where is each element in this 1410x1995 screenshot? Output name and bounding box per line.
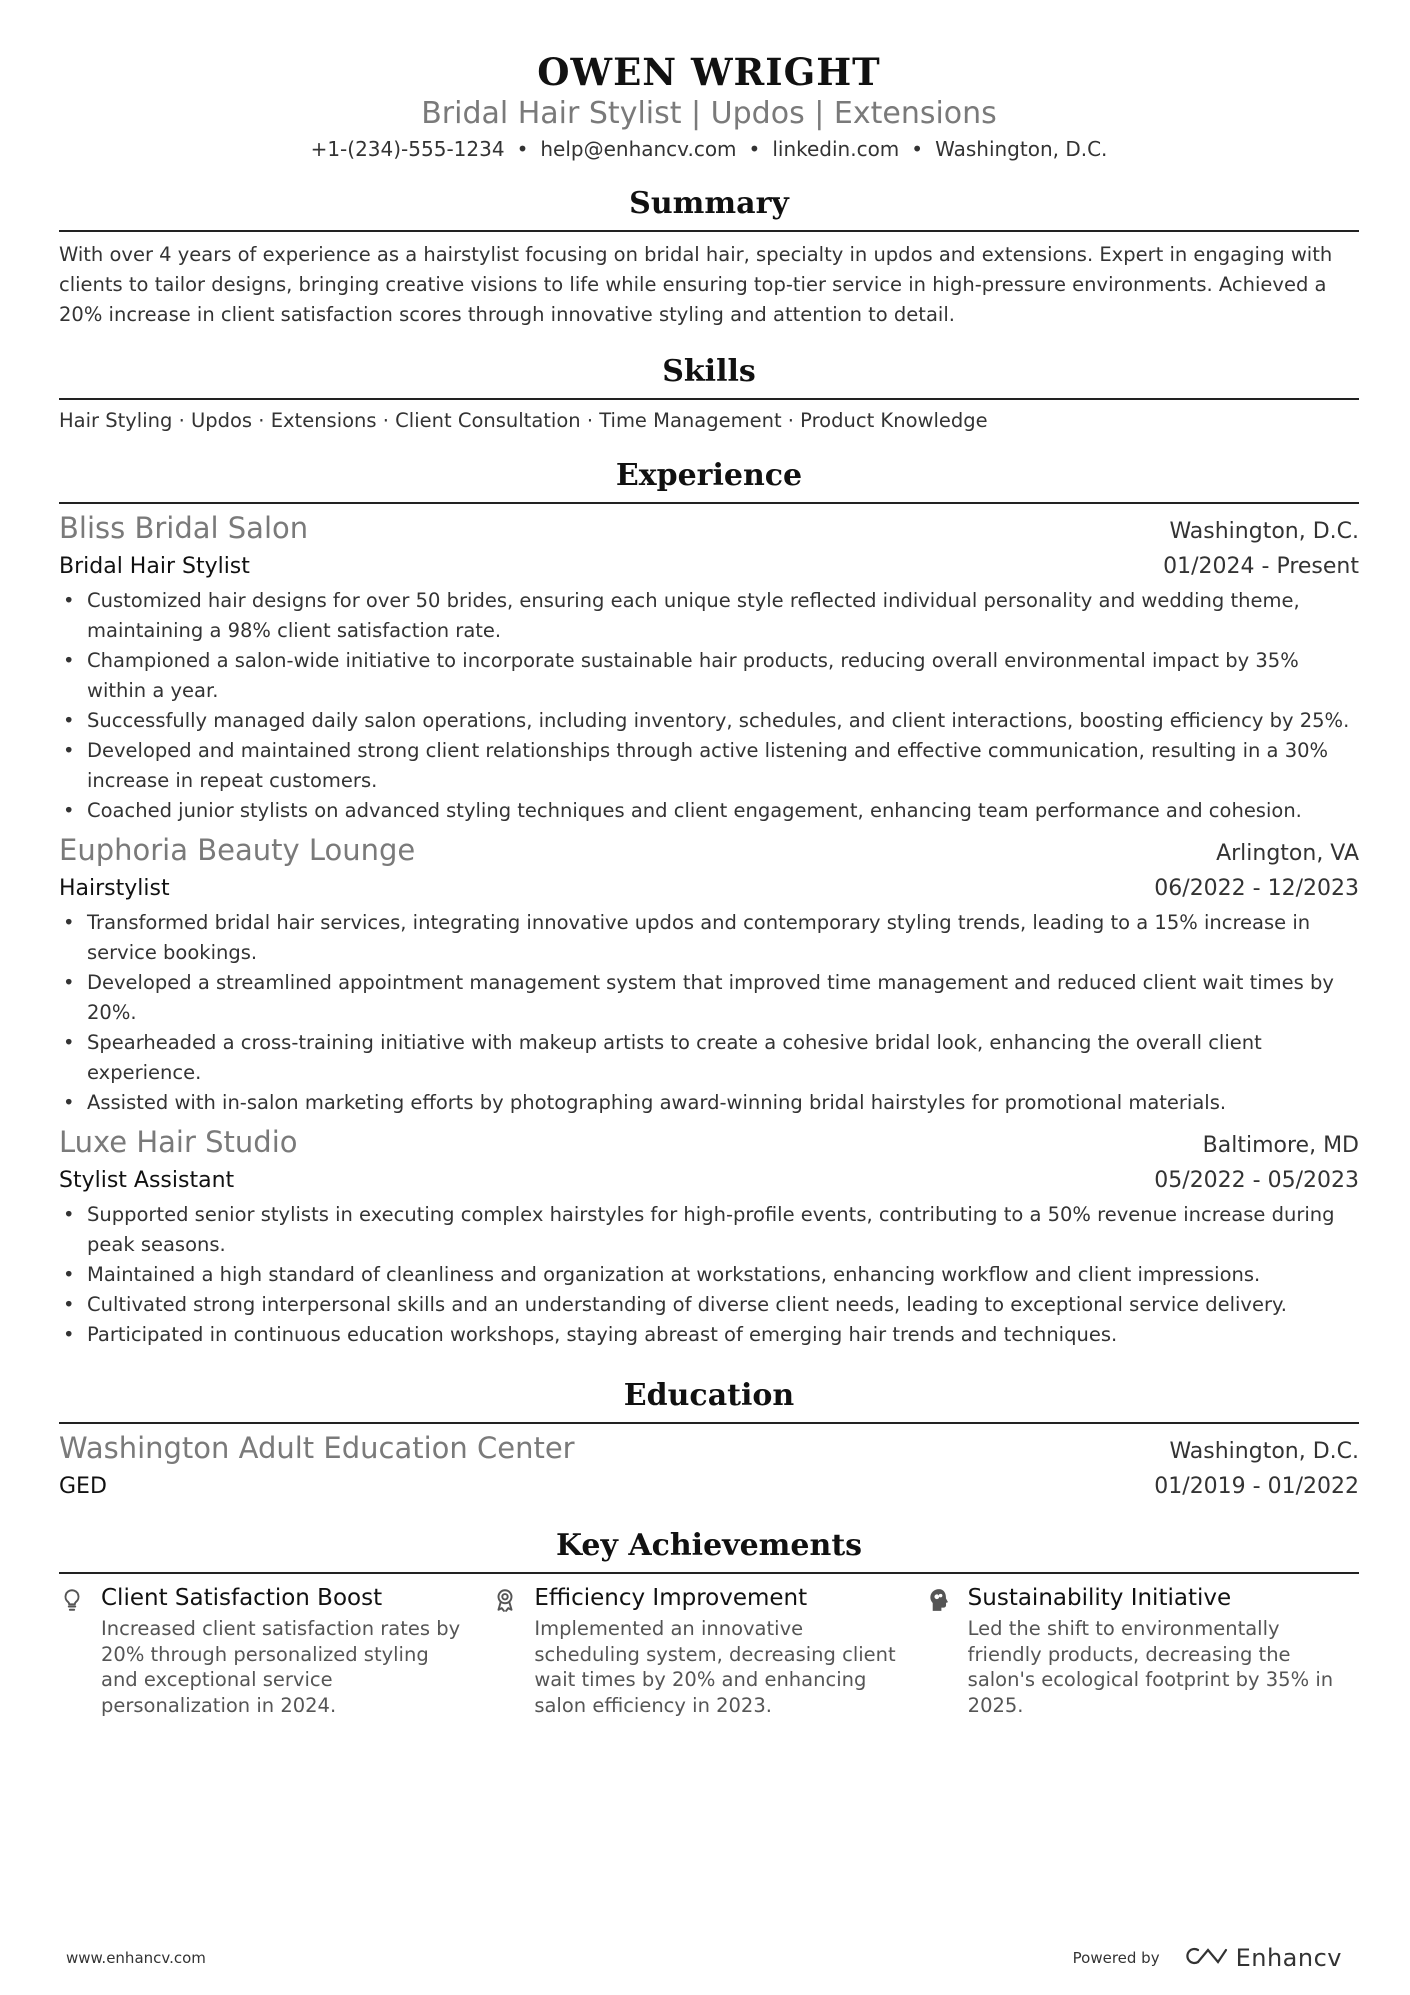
achievements-section bbox=[59, 1526, 1359, 1718]
section-divider bbox=[59, 1422, 1359, 1424]
location: Washington, D.C. bbox=[935, 137, 1108, 161]
bullet-item: • Maintained a high standard of cleanliness and organization at workstations, enhancing workflow and client impressions. bbox=[59, 1260, 1359, 1290]
linkedin: linkedin.com bbox=[772, 137, 900, 161]
degree: GED bbox=[59, 1474, 107, 1499]
section-title: Education bbox=[623, 1378, 795, 1413]
separator-dot: • bbox=[516, 137, 529, 161]
education-dates: 01/2019 - 01/2022 bbox=[1154, 1474, 1359, 1499]
bullet-item: • Developed and maintained strong client relationships through active listening and effective communication, resulting in a 30% increase in repeat customers. bbox=[59, 736, 1359, 796]
achievement-desc: Implemented an innovative scheduling system, decreasing client wait times by 20% and enhancing salon efficiency in 2023. bbox=[534, 1617, 896, 1717]
school-location: Washington, D.C. bbox=[1169, 1439, 1359, 1464]
candidate-name: OWEN WRIGHT bbox=[537, 50, 881, 94]
achievements-grid bbox=[59, 1582, 1359, 1718]
skills-section bbox=[59, 352, 1359, 436]
bullet-item: • Coached junior stylists on advanced styling techniques and client engagement, enhancing team performance and cohesion. bbox=[59, 796, 1359, 826]
bullet-item: • Successfully managed daily salon operations, including inventory, schedules, and client interactions, boosting efficiency by 25%. bbox=[59, 706, 1359, 736]
candidate-title: Bridal Hair Stylist | Updos | Extensions bbox=[421, 96, 997, 131]
separator-dot: • bbox=[911, 137, 924, 161]
achievement-item bbox=[492, 1582, 925, 1718]
head-brain-icon bbox=[926, 1582, 968, 1718]
phone: +1-(234)-555-1234 bbox=[310, 137, 505, 161]
section-divider bbox=[59, 502, 1359, 504]
job-entry bbox=[59, 1124, 1359, 1350]
section-divider bbox=[59, 398, 1359, 400]
bullet-item: • Cultivated strong interpersonal skills and an understanding of diverse client needs, leading to exceptional service delivery. bbox=[59, 1290, 1359, 1320]
bullet-item: • Championed a salon-wide initiative to incorporate sustainable hair products, reducing overall environmental impact by 35% within a year. bbox=[59, 646, 1359, 706]
company-name: Euphoria Beauty Lounge bbox=[59, 833, 416, 867]
achievement-desc: Led the shift to environmentally friendly products, decreasing the salon's ecological footprint by 35% in 2025. bbox=[967, 1617, 1334, 1717]
bullet-item: • Transformed bridal hair services, integrating innovative updos and contemporary styling trends, leading to a 15% increase in service bookings. bbox=[59, 908, 1359, 968]
section-divider bbox=[59, 230, 1359, 232]
footer-branding bbox=[1073, 1944, 1342, 1972]
achievement-title: Client Satisfaction Boost bbox=[101, 1585, 383, 1611]
footer-url[interactable]: www.enhancv.com bbox=[66, 1949, 206, 1967]
bullet-item: • Customized hair designs for over 50 brides, ensuring each unique style reflected individual personality and wedding theme, maintaining a 98% client satisfaction rate. bbox=[59, 586, 1359, 646]
section-title: Summary bbox=[629, 186, 789, 221]
section-title: Skills bbox=[662, 354, 756, 389]
job-bullets bbox=[59, 586, 1359, 826]
section-title: Key Achievements bbox=[555, 1528, 863, 1563]
skills-list: Hair Styling · Updos · Extensions · Client Consultation · Time Management · Product Knowledge bbox=[59, 409, 988, 432]
bullet-item: • Participated in continuous education workshops, staying abreast of emerging hair trends and techniques. bbox=[59, 1320, 1359, 1350]
summary-text: With over 4 years of experience as a hairstylist focusing on bridal hair, specialty in updos and extensions. Expert in engaging with clients to tailor designs, bringing creative visions to life while ensuring top-tier service in high-pressure environments. Achieved a 20% increase in client satisfaction scores through innovative styling and attention to detail. bbox=[59, 243, 1333, 326]
bullet-item: • Supported senior stylists in executing complex hairstyles for high-profile events, contributing to a 50% revenue increase during peak seasons. bbox=[59, 1200, 1359, 1260]
award-ribbon-icon bbox=[492, 1582, 534, 1718]
achievement-item bbox=[926, 1582, 1359, 1718]
job-role: Bridal Hair Stylist bbox=[59, 554, 250, 579]
powered-by-label: Powered by bbox=[1072, 1949, 1160, 1967]
company-name: Luxe Hair Studio bbox=[59, 1125, 298, 1159]
brand-name: Enhancv bbox=[1235, 1944, 1342, 1972]
job-bullets bbox=[59, 1200, 1359, 1350]
job-dates: 06/2022 - 12/2023 bbox=[1154, 876, 1359, 901]
job-entry bbox=[59, 832, 1359, 1118]
job-role: Hairstylist bbox=[59, 876, 170, 901]
achievement-title: Sustainability Initiative bbox=[967, 1585, 1232, 1611]
bullet-item: • Developed a streamlined appointment management system that improved time management and reduced client wait times by 20%. bbox=[59, 968, 1359, 1028]
resume-page bbox=[59, 0, 1359, 1718]
experience-section bbox=[59, 456, 1359, 1350]
job-bullets bbox=[59, 908, 1359, 1118]
achievement-title: Efficiency Improvement bbox=[534, 1585, 808, 1611]
job-dates: 01/2024 - Present bbox=[1163, 554, 1359, 579]
bullet-item: • Assisted with in-salon marketing efforts by photographing award-winning bridal hairstyles for promotional materials. bbox=[59, 1088, 1359, 1118]
education-entry bbox=[59, 1430, 1359, 1504]
job-location: Baltimore, MD bbox=[1202, 1133, 1359, 1158]
company-name: Bliss Bridal Salon bbox=[59, 511, 309, 545]
school-name: Washington Adult Education Center bbox=[59, 1431, 575, 1465]
section-title: Experience bbox=[615, 458, 803, 493]
resume-header bbox=[59, 50, 1359, 164]
achievement-item bbox=[59, 1582, 492, 1718]
lightbulb-icon bbox=[59, 1582, 101, 1718]
job-dates: 05/2022 - 05/2023 bbox=[1154, 1168, 1359, 1193]
bullet-item: • Spearheaded a cross-training initiative with makeup artists to create a cohesive bridal look, enhancing the overall client experience. bbox=[59, 1028, 1359, 1088]
section-divider bbox=[59, 1572, 1359, 1574]
achievement-desc: Increased client satisfaction rates by 20% through personalized styling and exceptional service personalization in 2024. bbox=[101, 1617, 461, 1717]
education-section bbox=[59, 1376, 1359, 1504]
job-role: Stylist Assistant bbox=[59, 1168, 235, 1193]
enhancv-logo-icon bbox=[1184, 1945, 1228, 1971]
contact-line bbox=[59, 134, 1359, 164]
separator-dot: • bbox=[748, 137, 761, 161]
email: help@enhancv.com bbox=[540, 137, 737, 161]
job-location: Washington, D.C. bbox=[1169, 519, 1359, 544]
job-location: Arlington, VA bbox=[1216, 841, 1359, 866]
job-entry bbox=[59, 510, 1359, 826]
footer bbox=[66, 1944, 1342, 1972]
summary-section bbox=[59, 184, 1359, 330]
